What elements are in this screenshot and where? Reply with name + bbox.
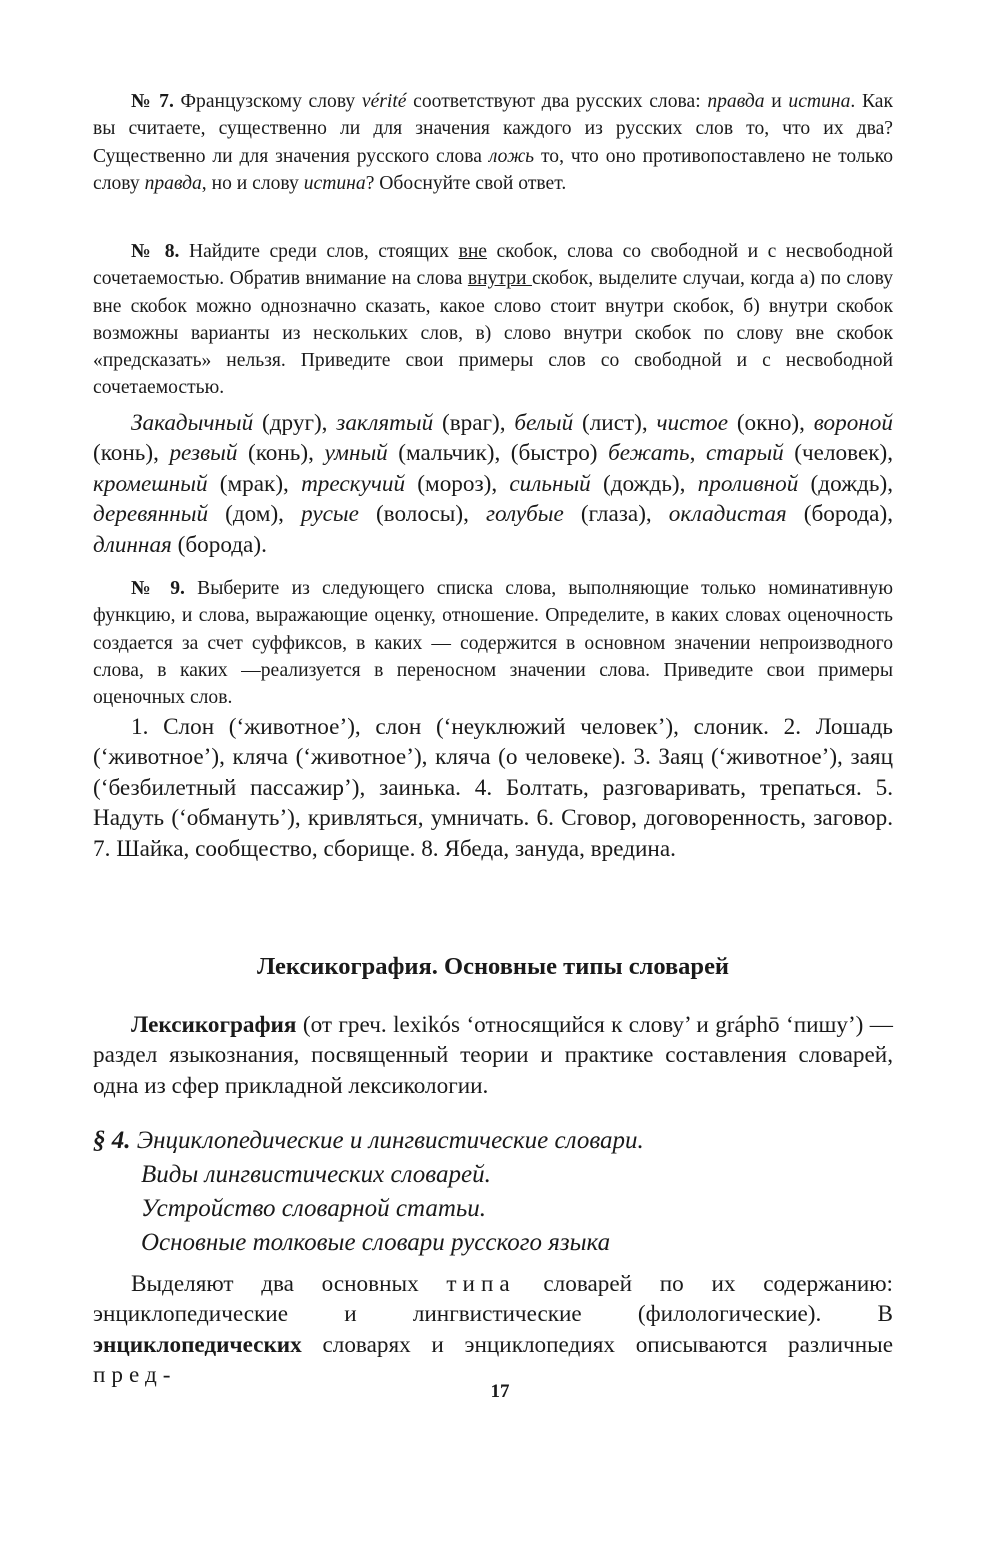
text: Французскому слову	[173, 91, 362, 112]
definition-paragraph	[93, 1010, 893, 1101]
collocation-context: (борода).	[171, 531, 267, 558]
italic-word: правда	[707, 91, 765, 112]
section-heading	[93, 1124, 893, 1260]
text: скобок, выделите случаи, когда а) по слову вне скобок можно однозначно сказать, какое слово стоит внутри скобок, б) внутри скобок возможны варианты из нескольких слов, в) слово внутри скобок по слову вне скобок «предсказать» нельзя. Приведите свои примеры слов со свободной и с несвободной сочетаемостью.	[93, 268, 893, 399]
exercise-9-list: 1. Слон (‘животное’), слон (‘неуклюжий человек’), слоник. 2. Лошадь (‘животное’), кляча (‘животное’), кляча (о человеке). 3. Заяц (‘животное’), заяц (‘безбилетный пассажир’), заинька. 4. Болтать, разговаривать, трепаться. 5. Надуть (‘обмануть’), кривляться, умничать. 6. Сговор, договоренность, заговор. 7. Шайка, сообщество, сборище. 8. Ябеда, зануда, вредина.	[93, 714, 893, 862]
collocation-context: (друг),	[253, 410, 337, 436]
collocation-word: умный	[324, 440, 388, 467]
collocation-word: русые	[301, 501, 359, 528]
collocation-context: ,	[689, 440, 706, 467]
text: Найдите среди слов, стоящих	[179, 241, 459, 262]
spaced-word: типа	[446, 1271, 516, 1297]
text: словарях и энциклопедиях описываются различные	[301, 1331, 893, 1358]
exercise-7-number: № 7.	[131, 91, 174, 112]
section-line: Основные толковые словари русского языка	[141, 1229, 611, 1256]
section-line: Виды лингвистических словарей.	[141, 1161, 491, 1188]
collocation-word: старый	[705, 440, 784, 467]
section-line: Устройство словарной статьи.	[141, 1195, 486, 1222]
collocation-word: сильный	[509, 470, 591, 497]
collocation-word: трескучий	[301, 470, 406, 497]
spaced-word: пред-	[93, 1362, 177, 1389]
text: словарей по их содержанию: энциклопедические и лингвистические (филологические). В	[93, 1271, 893, 1328]
collocation-word: резвый	[169, 440, 238, 467]
exercise-9-number: № 9.	[131, 578, 185, 599]
closing-paragraph	[93, 1269, 893, 1391]
italic-word: истина	[303, 172, 366, 194]
text: , но и слову	[201, 172, 304, 194]
collocation-context: (враг),	[433, 410, 515, 436]
collocation-context: (дом),	[208, 501, 302, 528]
chapter-heading: Лексикография. Основные типы словарей	[256, 953, 730, 980]
collocation-word: бежать	[608, 440, 690, 467]
exercise-8	[93, 238, 893, 402]
italic-word: правда	[144, 172, 202, 194]
collocation-context: (мальчик), (быстро)	[387, 440, 609, 467]
collocation-word: заклятый	[336, 410, 434, 436]
collocation-word: проливной	[697, 470, 799, 497]
text: скобок, слова со свободной и с несвободной сочетаемостью. Обратив внимание на слова	[93, 241, 893, 290]
exercise-8-number: № 8.	[131, 241, 180, 262]
collocation-word: длинная	[93, 531, 172, 558]
collocation-word: голубые	[485, 501, 564, 528]
text: . Как вы считаете, существенно ли для значения каждого из русских слов то, что их два? Существенно ли для значения русского слова	[93, 91, 893, 167]
bold-word: энциклопедических	[93, 1331, 302, 1358]
collocation-word: белый	[514, 410, 574, 436]
section-title: Энциклопедические и лингвистические словари.	[136, 1127, 644, 1154]
section-line	[93, 1124, 893, 1158]
collocation-context: (конь),	[93, 440, 170, 467]
collocation-context: (глаза),	[563, 501, 669, 528]
text: то, что оно противопоставлено не только слову	[93, 145, 893, 194]
collocation-word: Закадычный	[131, 410, 254, 436]
text: Выберите из следующего списка слова, выполняющие только номинативную функцию, и слова, выражающие оценку, отношение. Определите, в каких словах оценочность создается за счет суффиксов, в каких — содержится в основном значении непроизводного слова, в каких —реализуется в переносном значении слова. Приведите свои примеры оценочных слов.	[93, 578, 893, 709]
underlined-word: вне	[458, 241, 487, 262]
collocation-context: (человек),	[783, 440, 894, 467]
collocation-word: окладистая	[668, 501, 787, 528]
italic-word: ложь	[488, 145, 535, 167]
collocation-context: (окно),	[728, 410, 814, 436]
page-number: 17	[490, 1381, 510, 1402]
exercise-9	[93, 575, 893, 711]
exercise-8-word-list	[93, 408, 893, 560]
collocation-word: вороной	[813, 410, 893, 436]
collocation-context: (волосы),	[358, 501, 486, 528]
text: соответствуют два русских слова:	[406, 91, 708, 112]
italic-word: vérité	[361, 91, 407, 112]
definition-term: Лексикография	[131, 1012, 297, 1038]
section-number: § 4.	[93, 1127, 131, 1154]
underlined-word: внутри	[467, 268, 532, 290]
text: Выделяют два основных	[131, 1271, 447, 1297]
text: и	[764, 91, 789, 112]
text: (от греч. lexikós ‘относящийся к слову’ и gráphō ‘пишу’) — раздел языкознания, посвященный теории и практике составления словарей, одна из сфер прикладной лексикологии.	[93, 1012, 893, 1099]
collocation-word: чистое	[656, 410, 729, 436]
collocation-context: (конь),	[237, 440, 325, 467]
collocation-context: (борода),	[786, 501, 893, 528]
collocation-context: (дождь),	[590, 470, 698, 497]
collocation-word: деревянный	[93, 501, 209, 528]
collocation-context: (мороз),	[405, 470, 510, 497]
collocation-context: (мрак),	[207, 470, 302, 497]
italic-word: истина	[788, 91, 851, 112]
collocation-context: (лист),	[573, 410, 657, 436]
collocation-context: (дождь),	[798, 470, 893, 497]
collocation-word: кромешный	[93, 470, 208, 497]
text: ? Обоснуйте свой ответ.	[365, 172, 567, 194]
exercise-7	[93, 88, 893, 197]
